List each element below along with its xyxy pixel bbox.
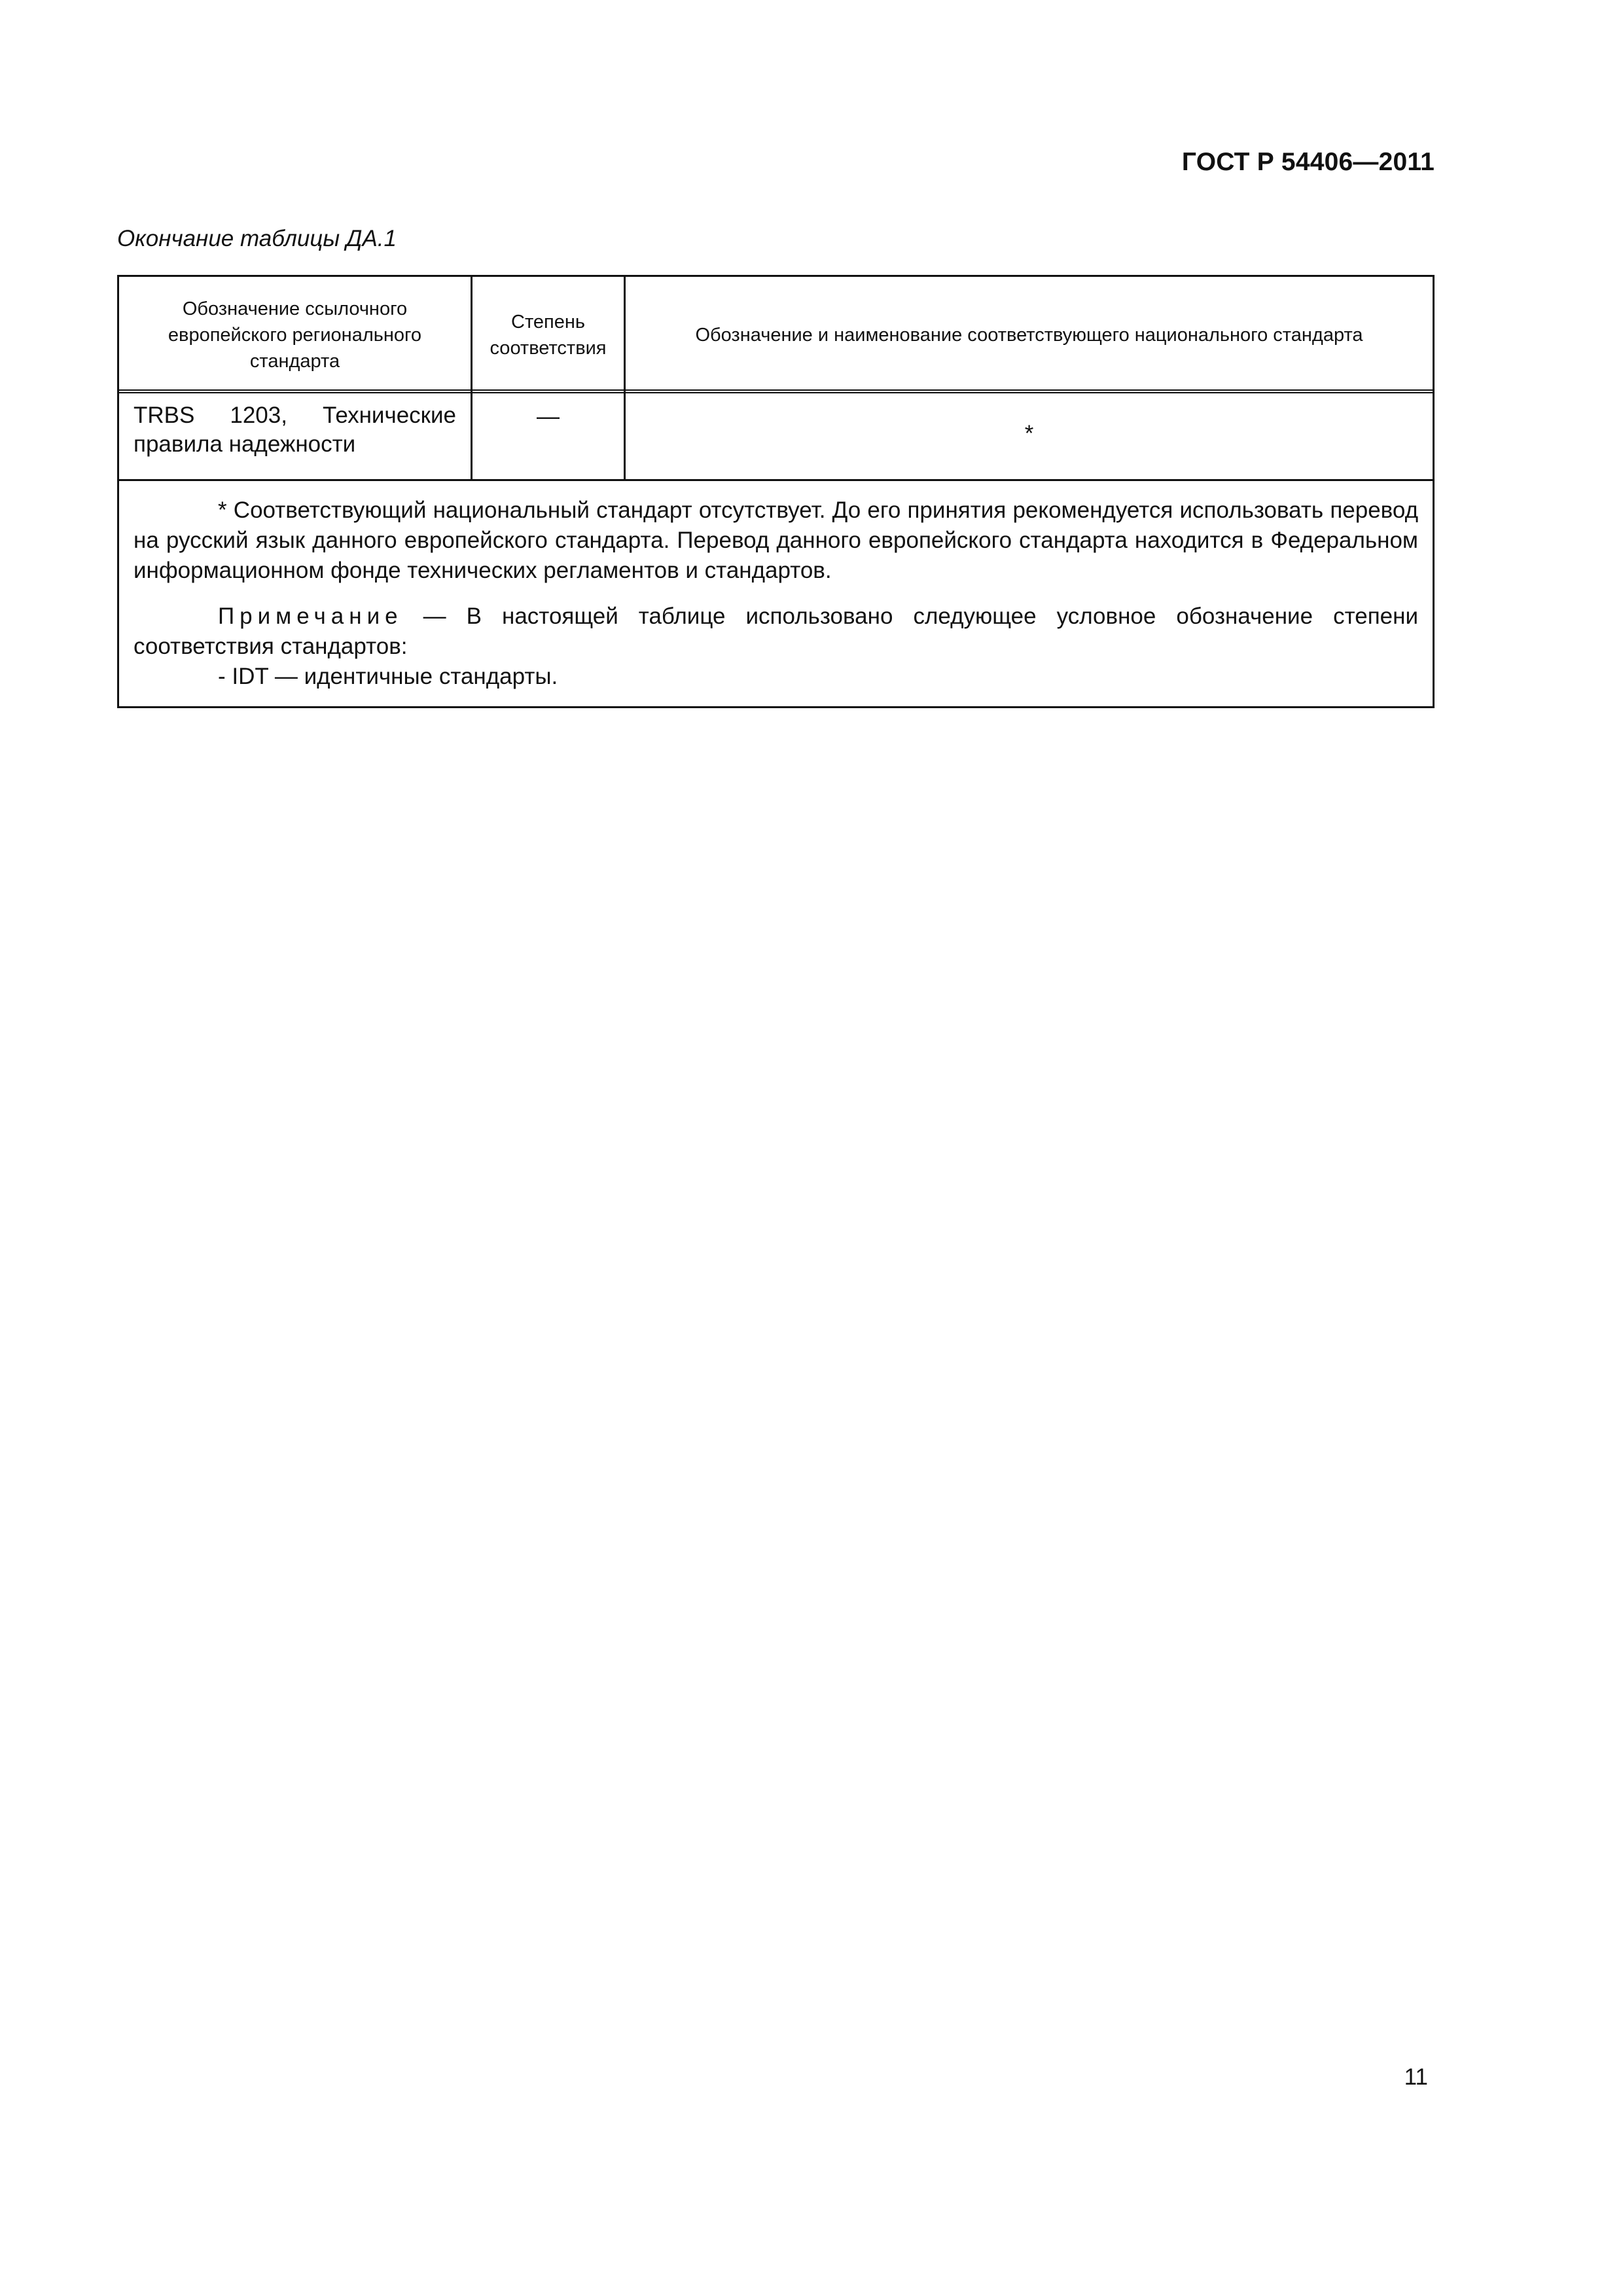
footnote-text: * Соответствующий национальный стандарт отсутствует. До его принятия рекомендуется использовать перевод на русский язык данного европейского стандарта. Перевод данного европейского стандарта находится в Федеральном информационном фонде технических регламентов и стандартов. [134,497,1418,583]
header-label-designation: Обозначение ссылочного европейского регионального стандарта [168,298,422,372]
document-code: ГОСТ Р 54406—2011 [1181,148,1435,176]
table-header-row [119,277,1433,393]
table-notes [119,481,1433,692]
header-label-national: Обозначение и наименование соответствующего национального стандарта [695,325,1363,346]
cell-degree-text: — [537,404,560,429]
header-cell-designation [119,277,473,393]
note-paragraph [134,601,1418,662]
table-row [119,393,1433,481]
note-item: - IDT — идентичные стандарты. [218,664,558,689]
note-text: — В настоящей таблице использовано следующее условное обозначение степени соответствия стандартов: [134,603,1418,659]
cell-designation [119,393,473,479]
header-cell-degree [473,277,626,393]
header-cell-national [626,277,1433,393]
cell-degree [473,393,626,479]
cell-designation-text: TRBS 1203, Технические правила надежности [134,403,456,457]
header-label-degree: Степень соответствия [490,312,607,359]
cell-national-text: * [1024,421,1034,446]
table-caption: Окончание таблицы ДА.1 [117,226,397,251]
correspondence-table [117,275,1435,708]
cell-national [626,393,1433,479]
page-number: 11 [1404,2064,1428,2090]
note-label: Примечание [218,603,403,629]
